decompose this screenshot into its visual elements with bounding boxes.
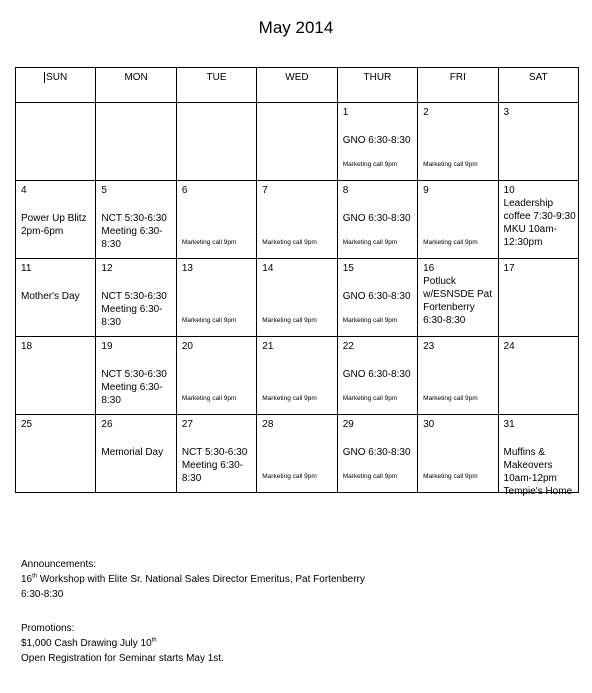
day-cell (418, 103, 498, 181)
day-event: Leadership coffee 7:30-9:30 MKU 10am-12:30pm (503, 198, 576, 248)
day-number: 10 (503, 185, 515, 196)
day-event: GNO 6:30-8:30 (342, 135, 411, 146)
day-cell (96, 337, 176, 415)
page-title: May 2014 (258, 18, 334, 37)
day-number: 22 (342, 341, 354, 352)
day-number: 31 (503, 419, 515, 430)
day-number: 11 (21, 263, 32, 274)
day-number: 23 (423, 341, 435, 352)
day-label: TUE (206, 72, 227, 83)
day-number: 13 (181, 263, 193, 274)
day-cell (257, 415, 337, 493)
marketing-call-note: Marketing call 9pm (262, 239, 317, 246)
marketing-call-note: Marketing call 9pm (342, 239, 398, 246)
day-number: 24 (503, 341, 515, 352)
day-number: 12 (101, 263, 113, 274)
day-cell (498, 181, 578, 259)
weekday-header-row (16, 68, 579, 103)
day-cell (418, 259, 498, 337)
marketing-call-note: Marketing call 9pm (423, 395, 478, 402)
day-event: GNO 6:30-8:30 (342, 447, 411, 458)
day-cell (176, 181, 256, 259)
announcement-suffix: th (32, 573, 38, 580)
day-number: 14 (262, 263, 274, 274)
day-cell (498, 103, 578, 181)
day-cell (96, 259, 176, 337)
weekday-fri (418, 68, 498, 103)
day-number: 27 (181, 419, 193, 430)
day-cell (498, 259, 578, 337)
day-cell (257, 181, 337, 259)
marketing-call-note: Marketing call 9pm (342, 473, 398, 480)
announcement-text: Workshop with Elite Sr. National Sales Director Emeritus, Pat Fortenberry (37, 574, 365, 585)
day-number: 4 (21, 185, 27, 196)
day-event: Potluck w/ESNSDE Pat Fortenberry 6:30-8:30 (423, 276, 493, 326)
day-cell (337, 103, 417, 181)
notes-section (21, 557, 365, 666)
day-cell (16, 103, 96, 181)
day-number: 1 (342, 107, 349, 118)
day-label: FRI (449, 72, 466, 83)
marketing-call-note: Marketing call 9pm (342, 317, 398, 324)
announcement-number: 16 (21, 574, 33, 585)
day-cell (337, 181, 417, 259)
day-cell (418, 415, 498, 493)
week-row (16, 415, 579, 493)
day-cell (176, 337, 256, 415)
announcements-heading: Announcements: (21, 559, 97, 570)
day-number: 18 (21, 341, 33, 352)
day-event: NCT 5:30-6:30 Meeting 6:30-8:30 (101, 213, 167, 250)
day-number: 25 (21, 419, 33, 430)
day-cell (16, 181, 96, 259)
day-cell (257, 337, 337, 415)
promotion-line-1 (21, 636, 365, 651)
weekday-thur (337, 68, 417, 103)
marketing-call-note: Marketing call 9pm (181, 239, 237, 246)
announcement-line-2: 6:30-8:30 (21, 589, 64, 600)
day-number: 20 (181, 341, 193, 352)
day-cell (498, 337, 578, 415)
day-event: NCT 5:30-6:30 Meeting 6:30-8:30 (101, 369, 167, 406)
marketing-call-note: Marketing call 9pm (342, 161, 398, 168)
marketing-call-note: Marketing call 9pm (262, 317, 317, 324)
day-number: 28 (262, 419, 274, 430)
day-cell (96, 103, 176, 181)
weekday-sat (498, 68, 578, 103)
day-cell (16, 415, 96, 493)
weekday-sun (16, 68, 96, 103)
day-label: WED (285, 72, 309, 83)
day-number: 26 (101, 419, 113, 430)
day-number: 16 (423, 263, 435, 274)
announcement-line-1 (21, 572, 365, 587)
day-number: 29 (342, 419, 354, 430)
day-number: 7 (262, 185, 268, 196)
day-cell (176, 259, 256, 337)
day-number: 19 (101, 341, 113, 352)
day-number: 21 (262, 341, 274, 352)
promotion-line-2: Open Registration for Seminar starts May 1st. (21, 653, 224, 664)
marketing-call-note: Marketing call 9pm (423, 239, 478, 246)
day-event: NCT 5:30-6:30 Meeting 6:30-8:30 (101, 291, 167, 328)
day-number: 2 (423, 107, 429, 118)
day-cell (16, 259, 96, 337)
day-event: GNO 6:30-8:30 (342, 291, 411, 302)
day-event: Power Up Blitz 2pm-6pm (21, 213, 87, 237)
day-label: THUR (363, 72, 392, 83)
day-number: 15 (342, 263, 354, 274)
promotions-heading: Promotions: (21, 623, 75, 634)
marketing-call-note: Marketing call 9pm (423, 161, 478, 168)
day-event: Mother's Day (21, 291, 80, 302)
marketing-call-note: Marketing call 9pm (181, 317, 237, 324)
day-cell (418, 181, 498, 259)
day-number: 3 (503, 107, 510, 118)
day-number: 9 (423, 185, 429, 196)
day-number: 8 (342, 185, 349, 196)
marketing-call-note: Marketing call 9pm (342, 395, 398, 402)
day-event: NCT 5:30-6:30 Meeting 6:30-8:30 (181, 447, 248, 484)
day-number: 30 (423, 419, 435, 430)
day-cell (96, 415, 176, 493)
calendar-table (15, 67, 579, 497)
marketing-call-note: Marketing call 9pm (423, 473, 478, 480)
day-label: SAT (528, 72, 548, 83)
weekday-tue (176, 68, 256, 103)
day-event: GNO 6:30-8:30 (342, 213, 411, 224)
day-label: MON (124, 72, 148, 83)
week-row (16, 337, 579, 415)
day-label: SUN (46, 72, 68, 83)
day-cell (176, 103, 256, 181)
day-event: GNO 6:30-8:30 (342, 369, 411, 380)
day-cell (176, 415, 256, 493)
day-number: 6 (181, 185, 188, 196)
week-row (16, 181, 579, 259)
promotion-suffix: th (151, 637, 157, 644)
weekday-mon (96, 68, 176, 103)
weekday-wed (257, 68, 337, 103)
marketing-call-note: Marketing call 9pm (262, 473, 317, 480)
marketing-call-note: Marketing call 9pm (262, 395, 317, 402)
day-number: 5 (101, 185, 107, 196)
marketing-call-note: Marketing call 9pm (181, 395, 237, 402)
week-row (16, 259, 579, 337)
promotion-text: $1,000 Cash Drawing July 10 (21, 638, 152, 649)
day-cell (337, 337, 417, 415)
day-cell (337, 415, 417, 493)
week-row (16, 103, 579, 181)
day-cell (257, 103, 337, 181)
day-cell (418, 337, 498, 415)
day-cell (96, 181, 176, 259)
day-cell (498, 415, 578, 497)
day-event: Memorial Day (101, 447, 164, 458)
day-event: Muffins & Makeovers 10am-12pm Tempie's Home (503, 447, 573, 497)
day-cell (257, 259, 337, 337)
day-cell (337, 259, 417, 337)
day-cell (16, 337, 96, 415)
day-number: 17 (503, 263, 515, 274)
